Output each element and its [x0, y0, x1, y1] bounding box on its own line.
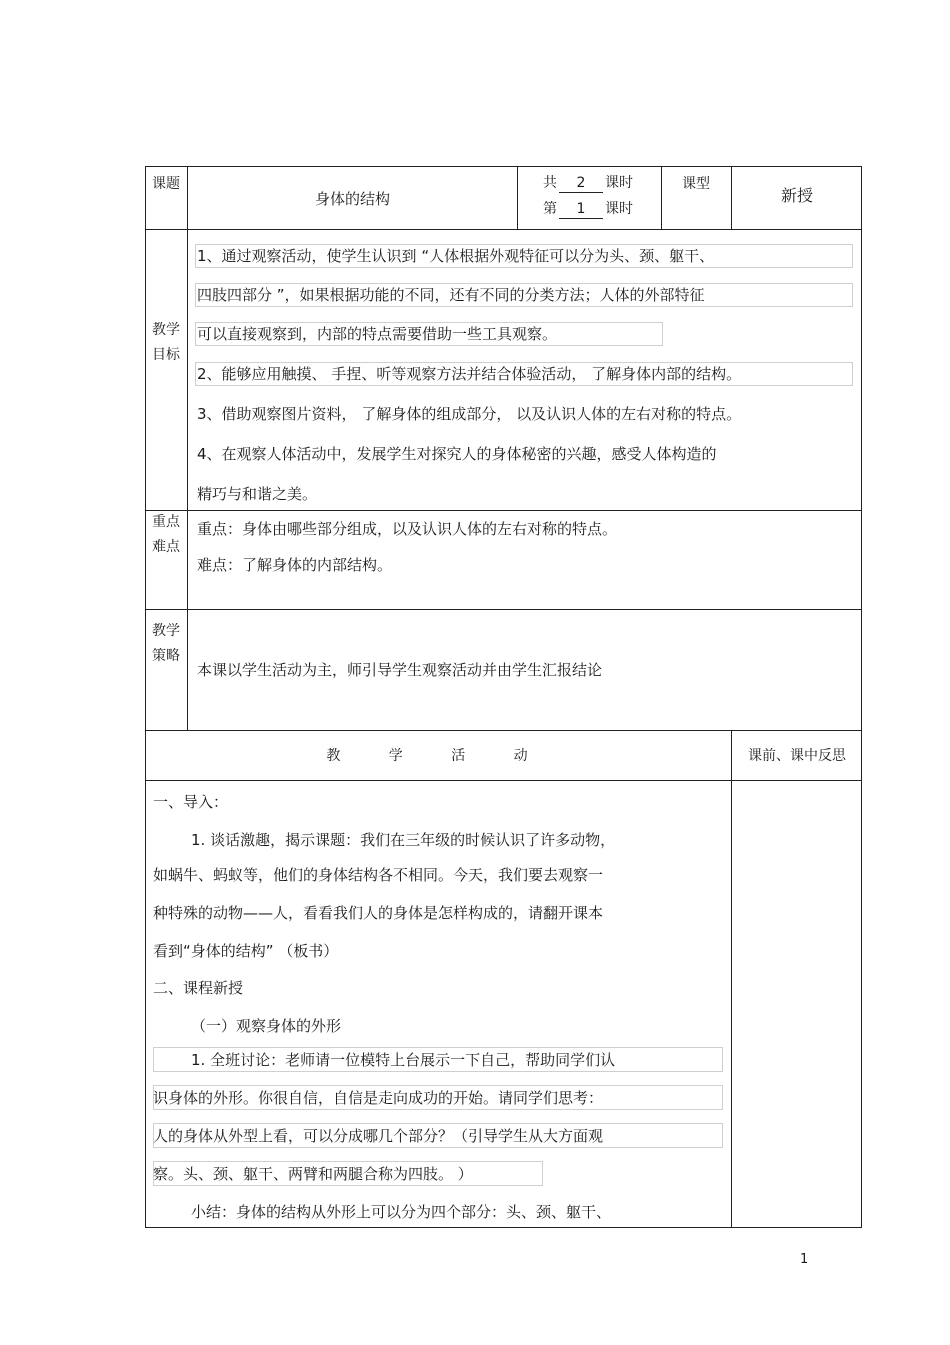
type-label: 课型	[682, 176, 710, 192]
strategy-text: 本课以学生活动为主，师引导学生观察活动并由学生汇报结论	[197, 661, 603, 679]
activity-line: 二、课程新授	[153, 979, 244, 997]
activity-line: 种特殊的动物——人，看看我们人的身体是怎样构成的，请翻开课本	[153, 904, 604, 922]
current-period	[543, 199, 633, 219]
activity-line: 人的身体从外型上看，可以分成哪几个部分？（引导学生从大方面观	[153, 1127, 604, 1145]
goal-line: 4、在观察人体活动中，发展学生对探究人的身体秘密的兴趣，感受人体构造的	[197, 445, 717, 463]
strategy-label: 教学策略	[152, 623, 180, 664]
activity-line: 察。头、颈、躯干、两臂和两腿合称为四肢。 ）	[153, 1165, 473, 1183]
total-count: 2	[559, 175, 603, 193]
activity-line: 小结：身体的结构从外形上可以分为四个部分：头、颈、躯干、	[191, 1203, 612, 1221]
nth-suffix: 课时	[605, 201, 633, 217]
activity-header: 教 学 活 动	[326, 748, 550, 764]
total-periods	[543, 173, 633, 193]
goal-line: 2、能够应用触摸、 手捏、听等观察方法并结合体验活动， 了解身体内部的结构。	[197, 365, 742, 383]
activity-line: 看到“身体的结构” （板书）	[153, 942, 339, 960]
topic-label: 课题	[152, 176, 180, 192]
goal-line: 四肢四部分 ”，如果根据功能的不同，还有不同的分类方法；人体的外部特征	[197, 286, 705, 304]
key-point-line: 难点：了解身体的内部结构。	[197, 556, 393, 574]
reflection-header: 课前、课中反思	[748, 748, 846, 764]
key-points-label: 重点难点	[152, 514, 180, 555]
lesson-plan-table	[145, 166, 862, 1228]
goal-line: 3、借助观察图片资料， 了解身体的组成部分， 以及认识人体的左右对称的特点。	[197, 405, 742, 423]
activity-line: 1. 全班讨论：老师请一位模特上台展示一下自己，帮助同学们认	[191, 1051, 616, 1069]
total-suffix: 课时	[605, 175, 633, 191]
activity-line: （一）观察身体的外形	[191, 1017, 342, 1035]
activity-line: 1. 谈话激趣，揭示课题：我们在三年级的时候认识了许多动物，	[191, 831, 616, 849]
activity-line: 识身体的外形。你很自信，自信是走向成功的开始。请同学们思考：	[153, 1089, 604, 1107]
goal-line: 可以直接观察到，内部的特点需要借助一些工具观察。	[197, 325, 558, 343]
page-number: 1	[800, 1252, 809, 1267]
key-point-line: 重点：身体由哪些部分组成，以及认识人体的左右对称的特点。	[197, 520, 618, 538]
goal-line: 精巧与和谐之美。	[197, 485, 318, 503]
nth-prefix: 第	[543, 201, 557, 217]
goals-label: 教学目标	[152, 322, 180, 363]
lesson-type: 新授	[780, 186, 813, 205]
goal-line: 1、通过观察活动，使学生认识到 “人体根据外观特征可以分为头、颈、躯干、	[197, 247, 715, 265]
activity-line: 一、导入：	[153, 793, 229, 811]
nth-count: 1	[559, 201, 603, 219]
total-prefix: 共	[543, 175, 557, 191]
activity-line: 如蜗牛、蚂蚁等，他们的身体结构各不相同。今天，我们要去观察一	[153, 866, 604, 884]
lesson-topic: 身体的结构	[314, 190, 390, 208]
